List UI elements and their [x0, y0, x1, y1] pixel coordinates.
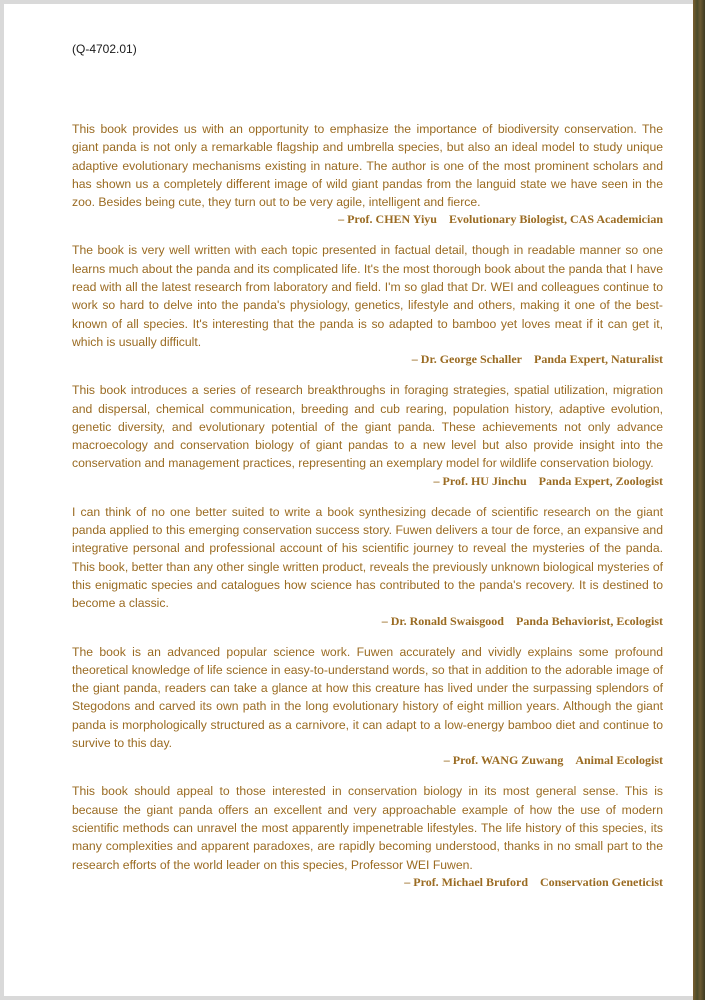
- book-spine-edge: [693, 0, 705, 1000]
- review-attribution: [72, 211, 663, 228]
- review-text: The book is very well written with each topic presented in factual detail, though in readable manner so one learns much about the panda and its complicated life. It's the most thorough book about the panda that I have read with all the latest research from laboratory and field. I'm so glad that Dr. WEI and colleagues continue to work so hard to delve into the panda's physiology, genetics, lifestyle and others, making it one of the best-known of all species. It's interesting that the panda is so adapted to bamboo yet loves meat if it can get it, which is usually difficult.: [72, 243, 663, 349]
- reviewer-name: – Prof. Michael Bruford: [404, 874, 529, 889]
- review-text: I can think of no one better suited to write a book synthesizing decade of scientific research on the giant panda applied to this emerging conservation success story. Fuwen delivers a tour de force, an expansive and integrative personal and professional account of his scientific journey to reveal the mysteries of the panda. This book, better than any other single written product, reveals the previously unknown biological mysteries of this enigmatic species and catalogues how science has contributed to the panda's recovery. It is destined to become a classic.: [72, 504, 663, 611]
- review-item: [72, 241, 663, 368]
- review-text: The book is an advanced popular science work. Fuwen accurately and vividly explains some profound theoretical knowledge of life science in easy-to-understand words, so that in addition to the adorable image of the giant panda, readers can take a glance at how this creature has lived under the surpassing splendors of Stegodons and carved its own path in the long evolutionary history of eight million years. Although the giant panda is morphologically structured as a carnivore, it can adapt to a low-energy bamboo diet and continue to survive to this day.: [72, 644, 663, 751]
- document-code: (Q-4702.01): [72, 42, 137, 56]
- document-page: [4, 4, 693, 996]
- review-item: [72, 782, 663, 890]
- review-attribution: [72, 473, 663, 490]
- review-attribution: [72, 613, 663, 630]
- review-list: [72, 120, 663, 904]
- reviewer-title: Panda Expert, Zoologist: [538, 473, 663, 488]
- reviewer-name: – Dr. George Schaller: [411, 352, 522, 367]
- reviewer-name: – Prof. CHEN Yiyu: [338, 212, 437, 227]
- review-item: [72, 381, 663, 489]
- review-text: This book introduces a series of research breakthroughs in foraging strategies, spatial utilization, migration and dispersal, chemical communication, breeding and cub rearing, population history, adaptive evolution, genetic diversity, and evolutionary potential of the giant panda. These achievements not only advance macroecology and conservation biology of giant pandas to a new level but also provide insight into the conservation and management practices, representing an exemplary model for wildlife conservation biology.: [72, 383, 663, 471]
- reviewer-title: Panda Expert, Naturalist: [534, 352, 663, 367]
- reviewer-name: – Prof. WANG Zuwang: [443, 753, 564, 768]
- reviewer-title: Panda Behaviorist, Ecologist: [515, 613, 663, 628]
- reviewer-name: – Prof. HU Jinchu: [433, 473, 527, 488]
- reviewer-title: Animal Ecologist: [575, 753, 663, 768]
- reviewer-name: – Dr. Ronald Swaisgood: [381, 613, 504, 628]
- review-text: This book should appeal to those interested in conservation biology in its most general sense. This is because the giant panda offers an excellent and very approachable example of how the use of modern scientific methods can unravel the most apparently impenetrable lifestyles. The life history of this species, its many complexities and apparent paradoxes, are rapidly becoming understood, thanks in no small part to the research efforts of the world leader on this species, Professor WEI Fuwen.: [72, 784, 663, 872]
- review-attribution: [72, 351, 663, 368]
- review-item: [72, 503, 663, 630]
- review-item: [72, 120, 663, 228]
- review-text: This book provides us with an opportunity to emphasize the importance of biodiversity conservation. The giant panda is not only a remarkable flagship and umbrella species, but also an ideal model to study unique adaptive evolutionary mechanisms existing in nature. The author is one of the most prominent scholars and has shown us a completely different image of wild giant pandas from the languid state we have seen in the zoo. Besides being cute, they turn out to be very agile, intelligent and fierce.: [72, 122, 663, 210]
- review-attribution: [72, 874, 663, 891]
- reviewer-title: Evolutionary Biologist, CAS Academician: [448, 212, 663, 227]
- review-attribution: [72, 752, 663, 769]
- reviewer-title: Conservation Geneticist: [540, 874, 663, 889]
- review-item: [72, 643, 663, 770]
